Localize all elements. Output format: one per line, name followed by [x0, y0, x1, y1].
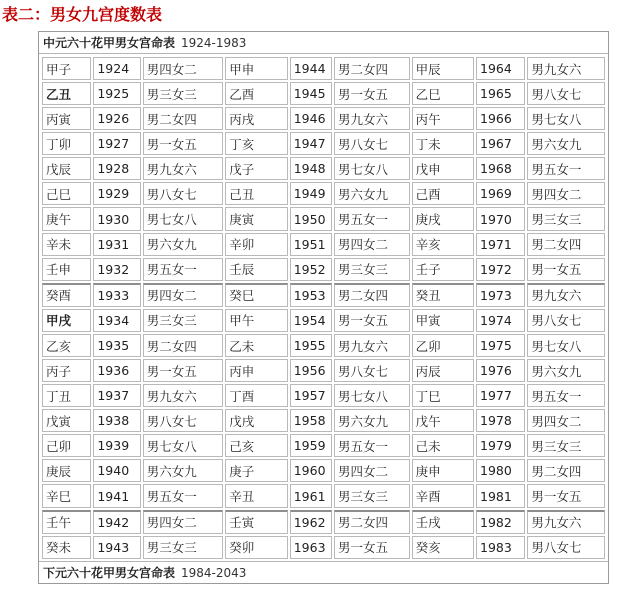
- palace-cell: 男五女一: [334, 207, 410, 230]
- year-cell: 1983: [476, 536, 525, 559]
- table-row: [42, 510, 605, 534]
- ganzhi-cell: 甲辰: [412, 57, 474, 80]
- palace-cell: 男九女六: [143, 157, 224, 180]
- palace-cell: 男一女五: [143, 359, 224, 382]
- palace-cell: 男二女四: [143, 107, 224, 130]
- table-header: [39, 32, 608, 54]
- year-cell: 1952: [290, 258, 332, 281]
- palace-cell: 男五女一: [527, 157, 605, 180]
- palace-cell: 男三女三: [334, 484, 410, 507]
- year-cell: 1935: [93, 334, 140, 357]
- table-row: [42, 334, 605, 357]
- table-footer: [39, 561, 608, 583]
- ganzhi-cell: 庚子: [225, 459, 287, 482]
- palace-cell: 男六女九: [143, 459, 224, 482]
- palace-cell: 男八女七: [334, 359, 410, 382]
- table-row: [42, 536, 605, 559]
- ganzhi-cell: 甲寅: [412, 309, 474, 332]
- table-row: [42, 107, 605, 130]
- table-row: [42, 484, 605, 507]
- year-cell: 1977: [476, 384, 525, 407]
- palace-cell: 男九女六: [143, 384, 224, 407]
- ganzhi-cell: 庚寅: [225, 207, 287, 230]
- palace-cell: 男一女五: [334, 536, 410, 559]
- palace-cell: 男二女四: [527, 233, 605, 256]
- ganzhi-cell: 甲戌: [42, 309, 91, 332]
- year-cell: 1976: [476, 359, 525, 382]
- palace-cell: 男二女四: [334, 283, 410, 307]
- ganzhi-cell: 壬寅: [225, 510, 287, 534]
- ganzhi-cell: 辛酉: [412, 484, 474, 507]
- ganzhi-cell: 乙巳: [412, 82, 474, 105]
- palace-cell: 男九女六: [334, 334, 410, 357]
- ganzhi-cell: 癸亥: [412, 536, 474, 559]
- ganzhi-cell: 辛丑: [225, 484, 287, 507]
- palace-cell: 男七女八: [334, 384, 410, 407]
- palace-cell: 男三女三: [143, 82, 224, 105]
- palace-cell: 男八女七: [527, 536, 605, 559]
- year-cell: 1962: [290, 510, 332, 534]
- ganzhi-cell: 庚申: [412, 459, 474, 482]
- year-cell: 1930: [93, 207, 140, 230]
- year-cell: 1937: [93, 384, 140, 407]
- year-cell: 1955: [290, 334, 332, 357]
- ganzhi-cell: 戊寅: [42, 409, 91, 432]
- palace-cell: 男五女一: [143, 258, 224, 281]
- year-cell: 1926: [93, 107, 140, 130]
- ganzhi-cell: 丁未: [412, 132, 474, 155]
- year-cell: 1953: [290, 283, 332, 307]
- year-cell: 1934: [93, 309, 140, 332]
- year-cell: 1950: [290, 207, 332, 230]
- ganzhi-cell: 癸酉: [42, 283, 91, 307]
- year-cell: 1941: [93, 484, 140, 507]
- ganzhi-cell: 戊子: [225, 157, 287, 180]
- table-header-label: 中元六十花甲男女宫命表: [43, 36, 176, 50]
- table-footer-years: 1984-2043: [181, 566, 247, 580]
- palace-cell: 男五女一: [334, 434, 410, 457]
- palace-cell: 男四女二: [143, 510, 224, 534]
- year-cell: 1928: [93, 157, 140, 180]
- palace-cell: 男四女二: [527, 409, 605, 432]
- table-row: [42, 409, 605, 432]
- ganzhi-cell: 乙未: [225, 334, 287, 357]
- ganzhi-cell: 壬午: [42, 510, 91, 534]
- table-row: [42, 57, 605, 80]
- ganzhi-cell: 甲午: [225, 309, 287, 332]
- ganzhi-cell: 癸巳: [225, 283, 287, 307]
- ganzhi-cell: 辛亥: [412, 233, 474, 256]
- ganzhi-cell: 己亥: [225, 434, 287, 457]
- year-cell: 1960: [290, 459, 332, 482]
- palace-cell: 男八女七: [527, 82, 605, 105]
- palace-cell: 男四女二: [334, 459, 410, 482]
- year-cell: 1963: [290, 536, 332, 559]
- ganzhi-cell: 丙辰: [412, 359, 474, 382]
- palace-cell: 男七女八: [143, 434, 224, 457]
- ganzhi-cell: 丙子: [42, 359, 91, 382]
- palace-cell: 男四女二: [527, 182, 605, 205]
- ganzhi-cell: 己卯: [42, 434, 91, 457]
- palace-grid: [40, 55, 607, 561]
- ganzhi-cell: 戊辰: [42, 157, 91, 180]
- palace-cell: 男三女三: [527, 434, 605, 457]
- ganzhi-cell: 丁丑: [42, 384, 91, 407]
- palace-cell: 男七女八: [334, 157, 410, 180]
- ganzhi-cell: 乙酉: [225, 82, 287, 105]
- ganzhi-cell: 壬申: [42, 258, 91, 281]
- palace-cell: 男四女二: [334, 233, 410, 256]
- palace-cell: 男一女五: [143, 132, 224, 155]
- ganzhi-cell: 壬戌: [412, 510, 474, 534]
- palace-cell: 男二女四: [334, 510, 410, 534]
- table-row: [42, 459, 605, 482]
- palace-cell: 男一女五: [527, 258, 605, 281]
- palace-cell: 男九女六: [334, 107, 410, 130]
- ganzhi-cell: 丙午: [412, 107, 474, 130]
- palace-cell: 男六女九: [527, 359, 605, 382]
- palace-cell: 男六女九: [334, 182, 410, 205]
- year-cell: 1973: [476, 283, 525, 307]
- palace-cell: 男二女四: [527, 459, 605, 482]
- table-header-years: 1924-1983: [181, 36, 247, 50]
- year-cell: 1979: [476, 434, 525, 457]
- year-cell: 1975: [476, 334, 525, 357]
- palace-cell: 男六女九: [334, 409, 410, 432]
- year-cell: 1967: [476, 132, 525, 155]
- ganzhi-cell: 乙亥: [42, 334, 91, 357]
- year-cell: 1946: [290, 107, 332, 130]
- palace-cell: 男一女五: [334, 309, 410, 332]
- ganzhi-cell: 戊申: [412, 157, 474, 180]
- year-cell: 1943: [93, 536, 140, 559]
- year-cell: 1933: [93, 283, 140, 307]
- palace-cell: 男九女六: [527, 283, 605, 307]
- year-cell: 1938: [93, 409, 140, 432]
- ganzhi-cell: 戊戌: [225, 409, 287, 432]
- palace-cell: 男一女五: [334, 82, 410, 105]
- palace-cell: 男八女七: [527, 309, 605, 332]
- year-cell: 1974: [476, 309, 525, 332]
- table-footer-label: 下元六十花甲男女宫命表: [43, 566, 176, 580]
- year-cell: 1981: [476, 484, 525, 507]
- year-cell: 1924: [93, 57, 140, 80]
- table-row: [42, 258, 605, 281]
- palace-cell: 男八女七: [143, 182, 224, 205]
- year-cell: 1939: [93, 434, 140, 457]
- ganzhi-cell: 庚戌: [412, 207, 474, 230]
- year-cell: 1966: [476, 107, 525, 130]
- palace-cell: 男三女三: [143, 536, 224, 559]
- year-cell: 1940: [93, 459, 140, 482]
- palace-cell: 男四女二: [143, 57, 224, 80]
- year-cell: 1961: [290, 484, 332, 507]
- palace-cell: 男一女五: [527, 484, 605, 507]
- year-cell: 1948: [290, 157, 332, 180]
- palace-cell: 男六女九: [143, 233, 224, 256]
- year-cell: 1925: [93, 82, 140, 105]
- ganzhi-cell: 己酉: [412, 182, 474, 205]
- ganzhi-cell: 辛卯: [225, 233, 287, 256]
- ganzhi-cell: 癸卯: [225, 536, 287, 559]
- year-cell: 1942: [93, 510, 140, 534]
- year-cell: 1945: [290, 82, 332, 105]
- table-row: [42, 359, 605, 382]
- ganzhi-cell: 丁卯: [42, 132, 91, 155]
- ganzhi-cell: 辛未: [42, 233, 91, 256]
- palace-cell: 男五女一: [527, 384, 605, 407]
- ganzhi-cell: 丙寅: [42, 107, 91, 130]
- ganzhi-cell: 乙卯: [412, 334, 474, 357]
- year-cell: 1972: [476, 258, 525, 281]
- year-cell: 1980: [476, 459, 525, 482]
- ganzhi-cell: 癸未: [42, 536, 91, 559]
- palace-cell: 男五女一: [143, 484, 224, 507]
- ganzhi-cell: 甲申: [225, 57, 287, 80]
- year-cell: 1982: [476, 510, 525, 534]
- year-cell: 1957: [290, 384, 332, 407]
- palace-cell: 男三女三: [334, 258, 410, 281]
- ganzhi-cell: 庚辰: [42, 459, 91, 482]
- table-row: [42, 157, 605, 180]
- year-cell: 1936: [93, 359, 140, 382]
- ganzhi-cell: 丙申: [225, 359, 287, 382]
- year-cell: 1965: [476, 82, 525, 105]
- ganzhi-cell: 庚午: [42, 207, 91, 230]
- year-cell: 1954: [290, 309, 332, 332]
- ganzhi-cell: 辛巳: [42, 484, 91, 507]
- palace-cell: 男七女八: [527, 334, 605, 357]
- ganzhi-cell: 甲子: [42, 57, 91, 80]
- ganzhi-cell: 癸丑: [412, 283, 474, 307]
- ganzhi-cell: 己未: [412, 434, 474, 457]
- palace-cell: 男八女七: [143, 409, 224, 432]
- year-cell: 1947: [290, 132, 332, 155]
- ganzhi-cell: 丁巳: [412, 384, 474, 407]
- year-cell: 1927: [93, 132, 140, 155]
- ganzhi-cell: 丁亥: [225, 132, 287, 155]
- ganzhi-cell: 乙丑: [42, 82, 91, 105]
- table-row: [42, 132, 605, 155]
- year-cell: 1958: [290, 409, 332, 432]
- palace-cell: 男三女三: [143, 309, 224, 332]
- year-cell: 1964: [476, 57, 525, 80]
- year-cell: 1929: [93, 182, 140, 205]
- year-cell: 1956: [290, 359, 332, 382]
- palace-cell: 男九女六: [527, 510, 605, 534]
- table-row: [42, 384, 605, 407]
- year-cell: 1978: [476, 409, 525, 432]
- year-cell: 1931: [93, 233, 140, 256]
- ganzhi-cell: 己巳: [42, 182, 91, 205]
- year-cell: 1970: [476, 207, 525, 230]
- year-cell: 1949: [290, 182, 332, 205]
- year-cell: 1968: [476, 157, 525, 180]
- ganzhi-cell: 己丑: [225, 182, 287, 205]
- palace-cell: 男二女四: [334, 57, 410, 80]
- year-cell: 1944: [290, 57, 332, 80]
- palace-cell: 男二女四: [143, 334, 224, 357]
- ganzhi-cell: 壬子: [412, 258, 474, 281]
- year-cell: 1951: [290, 233, 332, 256]
- ganzhi-cell: 戊午: [412, 409, 474, 432]
- table-row: [42, 309, 605, 332]
- palace-cell: 男八女七: [334, 132, 410, 155]
- table-row: [42, 233, 605, 256]
- table-row: [42, 182, 605, 205]
- palace-cell: 男三女三: [527, 207, 605, 230]
- table-row: [42, 207, 605, 230]
- table-row: [42, 82, 605, 105]
- year-cell: 1932: [93, 258, 140, 281]
- table-row: [42, 434, 605, 457]
- ganzhi-cell: 丁酉: [225, 384, 287, 407]
- table-row: [42, 283, 605, 307]
- palace-table: [38, 31, 609, 584]
- palace-cell: 男九女六: [527, 57, 605, 80]
- ganzhi-cell: 壬辰: [225, 258, 287, 281]
- palace-cell: 男七女八: [527, 107, 605, 130]
- ganzhi-cell: 丙戌: [225, 107, 287, 130]
- year-cell: 1959: [290, 434, 332, 457]
- page-title: 表二：男女九宫度数表: [2, 5, 163, 24]
- palace-cell: 男六女九: [527, 132, 605, 155]
- year-cell: 1969: [476, 182, 525, 205]
- year-cell: 1971: [476, 233, 525, 256]
- palace-cell: 男七女八: [143, 207, 224, 230]
- palace-cell: 男四女二: [143, 283, 224, 307]
